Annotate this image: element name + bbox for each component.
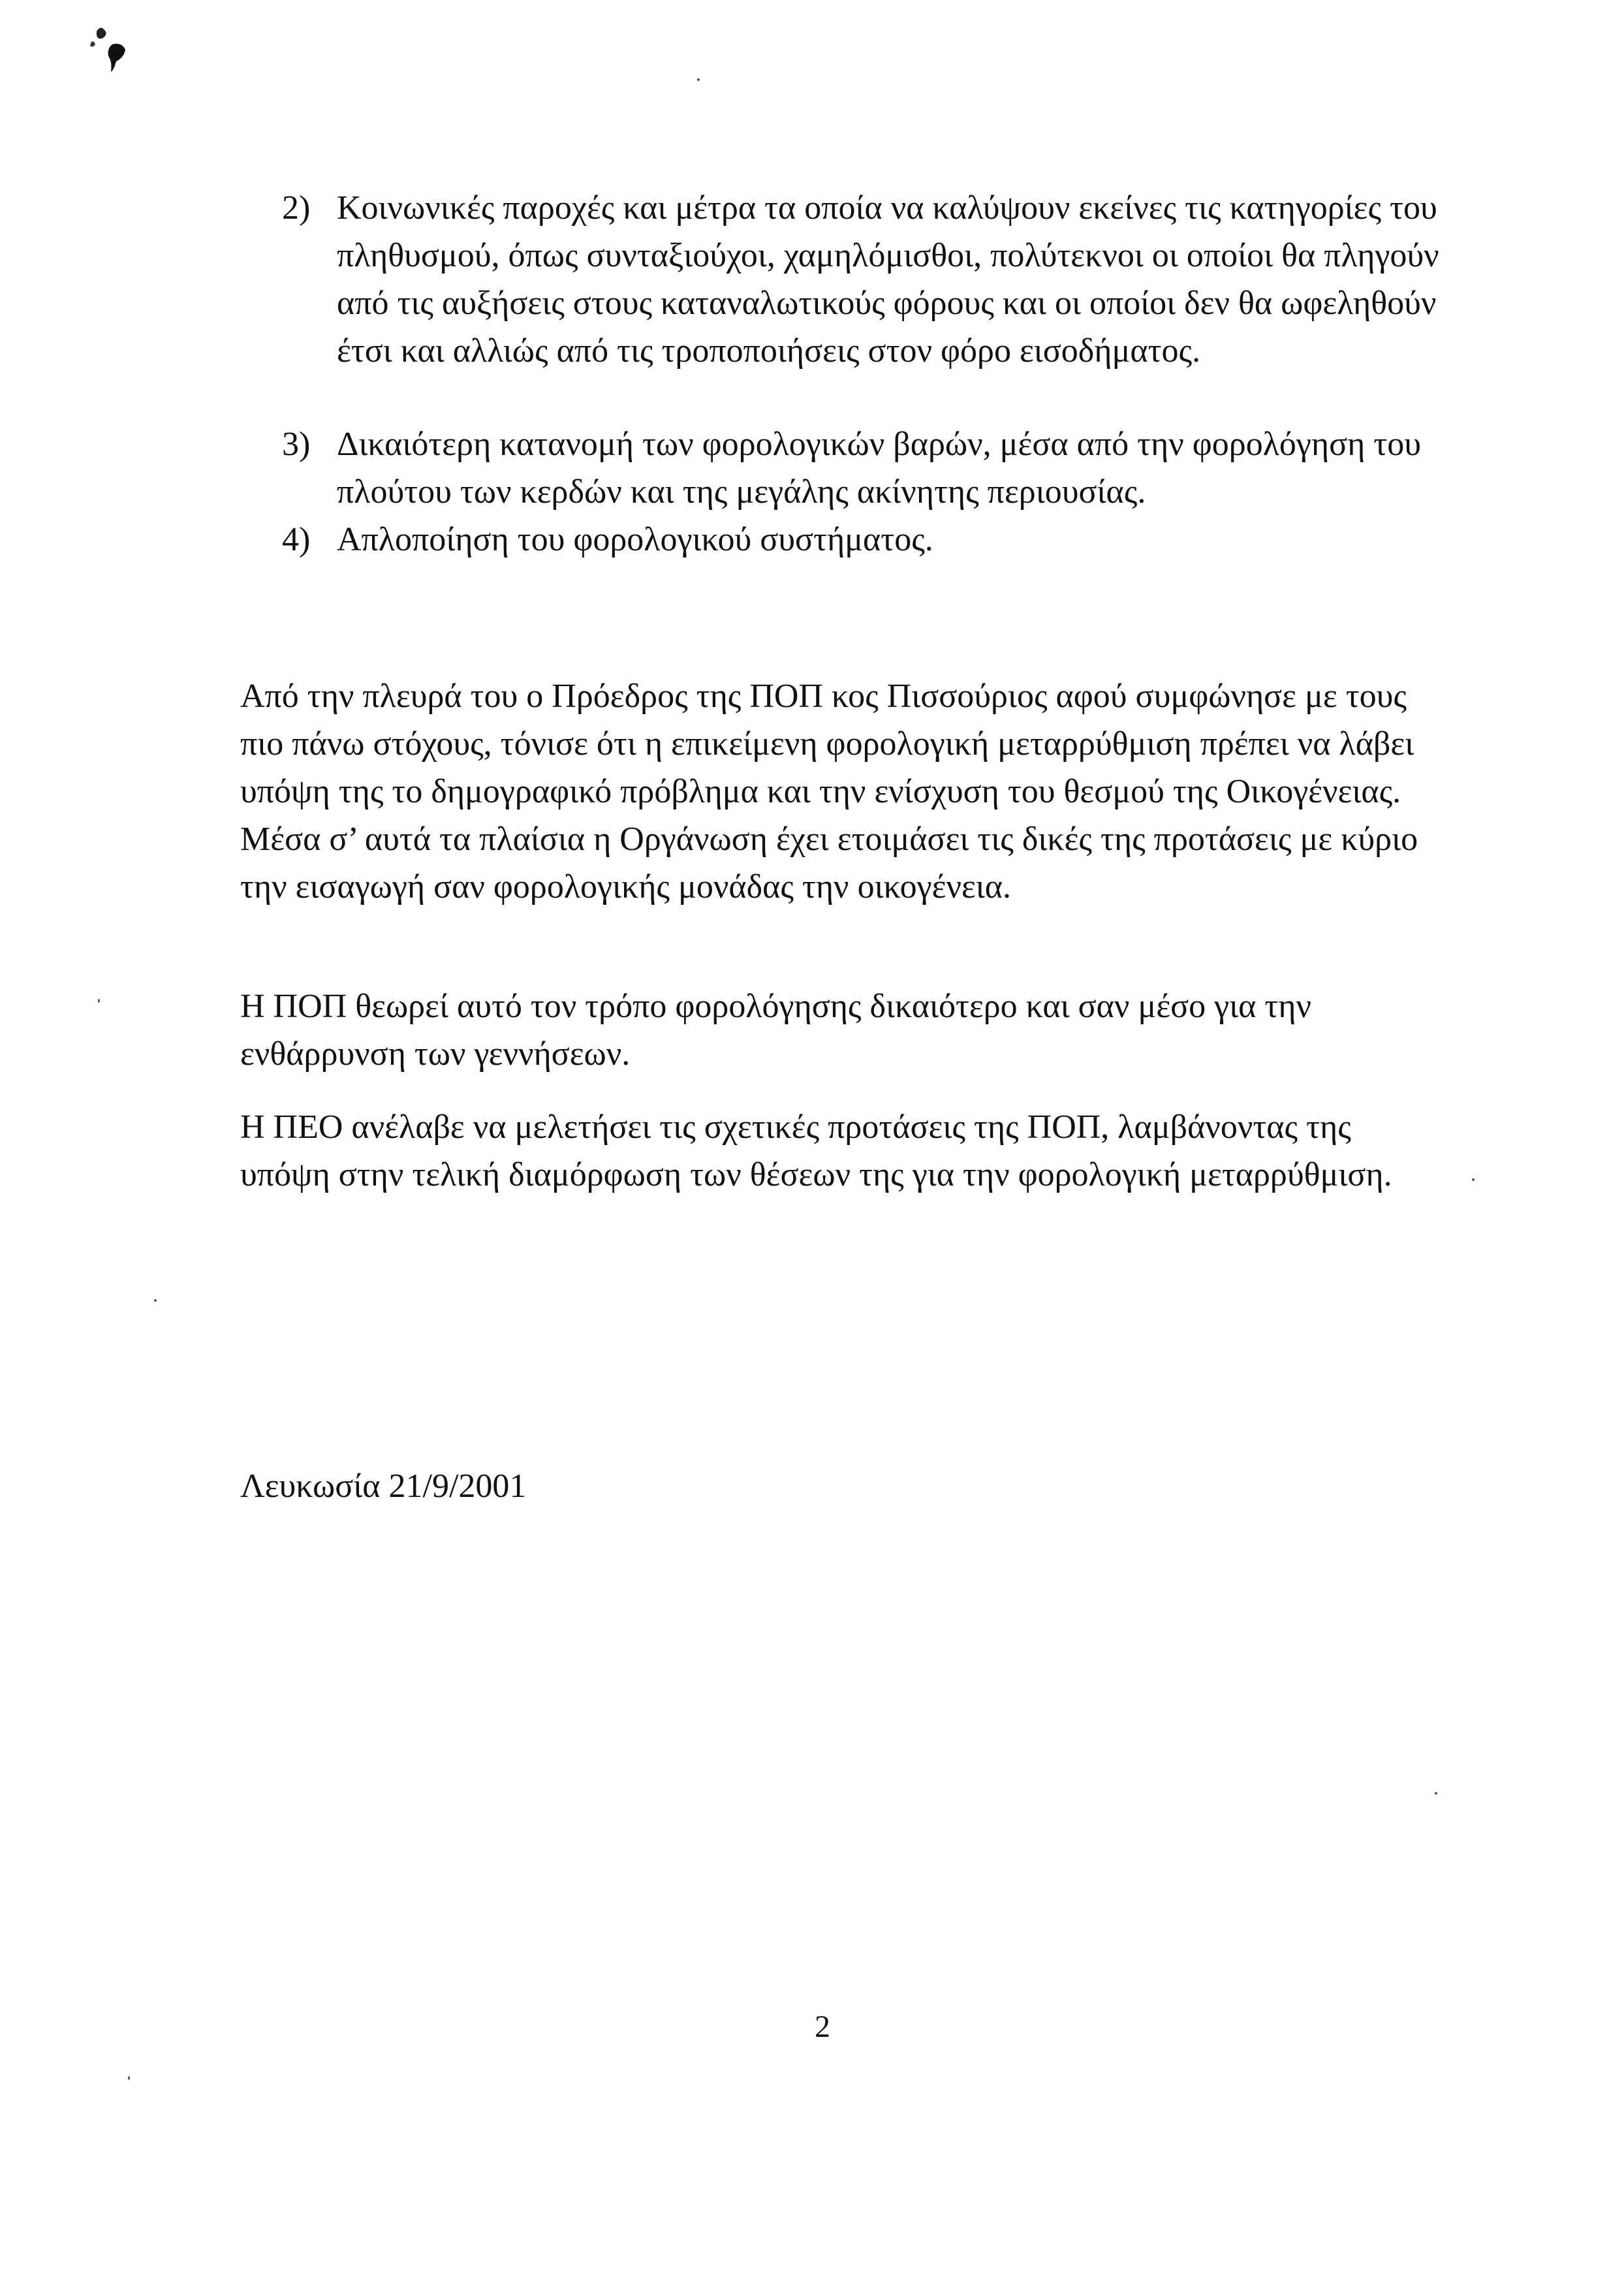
list-item-2	[282, 184, 1457, 375]
list-item-4	[282, 516, 1457, 563]
numbered-list	[282, 184, 1457, 563]
list-item-number: 3)	[282, 426, 311, 463]
list-item-number: 2)	[282, 189, 311, 227]
paragraph-peo-response: Η ΠΕΟ ανέλαβε να μελετήσει τις σχετικές προτάσεις της ΠΟΠ, λαμβάνοντας της υπόψη στην τελική διαμόρφωση των θέσεων της για την φορολογική μεταρρύθμιση.	[240, 1109, 1392, 1193]
scan-speck	[697, 78, 700, 81]
scan-speck	[128, 2076, 130, 2080]
list-item-text: Απλοποίηση του φορολογικού συστήματος.	[337, 521, 933, 558]
list-item-text: Κοινωνικές παροχές και μέτρα τα οποία να καλύψουν εκείνες τις κατηγορίες του πληθυσμού, όπως συνταξιούχοι, χαμηλόμισθοι, πολύτεκνοι οι οποίοι θα πληγούν από τις αυξήσεις στους καταναλωτικούς φόρους και οι οποίοι δεν θα ωφεληθούν έτσι και αλλιώς από τις τροποποιήσεις στον φόρο εισοδήματος.	[337, 189, 1439, 370]
scan-speck	[154, 1299, 157, 1302]
scan-speck	[1435, 1792, 1437, 1795]
list-item-3	[282, 420, 1457, 516]
scan-speck	[98, 999, 100, 1003]
paragraph-pop-president: Από την πλευρά του ο Πρόεδρος της ΠΟΠ κος Πισσούριος αφού συμφώνησε με τους πιο πάνω στόχους, τόνισε ότι η επικείμενη φορολογική μεταρρύθμιση πρέπει να λάβει υπόψη της το δημογραφικό πρόβλημα και την ενίσχυση του θεσμού της Οικογένειας. Μέσα σ’ αυτά τα πλαίσια η Οργάνωση έχει ετοιμάσει τις δικές της προτάσεις με κύριο την εισαγωγή σαν φορολογικής μονάδας την οικογένεια.	[240, 678, 1418, 905]
list-item-text: Δικαιότερη κατανομή των φορολογικών βαρών, μέσα από την φορολόγηση του πλούτου των κερδών και της μεγάλης ακίνητης περιουσίας.	[337, 426, 1421, 511]
list-item-number: 4)	[282, 521, 311, 558]
document-date: Λευκωσία 21/9/2001	[240, 1468, 527, 1505]
scan-speck	[1472, 1178, 1475, 1181]
scan-artifact-icon	[78, 18, 137, 77]
page-number: 2	[815, 2009, 830, 2044]
paragraph-pop-view: Η ΠΟΠ θεωρεί αυτό τον τρόπο φορολόγησης δικαιότερο και σαν μέσο για την ενθάρρυνση των γεννήσεων.	[240, 988, 1311, 1073]
